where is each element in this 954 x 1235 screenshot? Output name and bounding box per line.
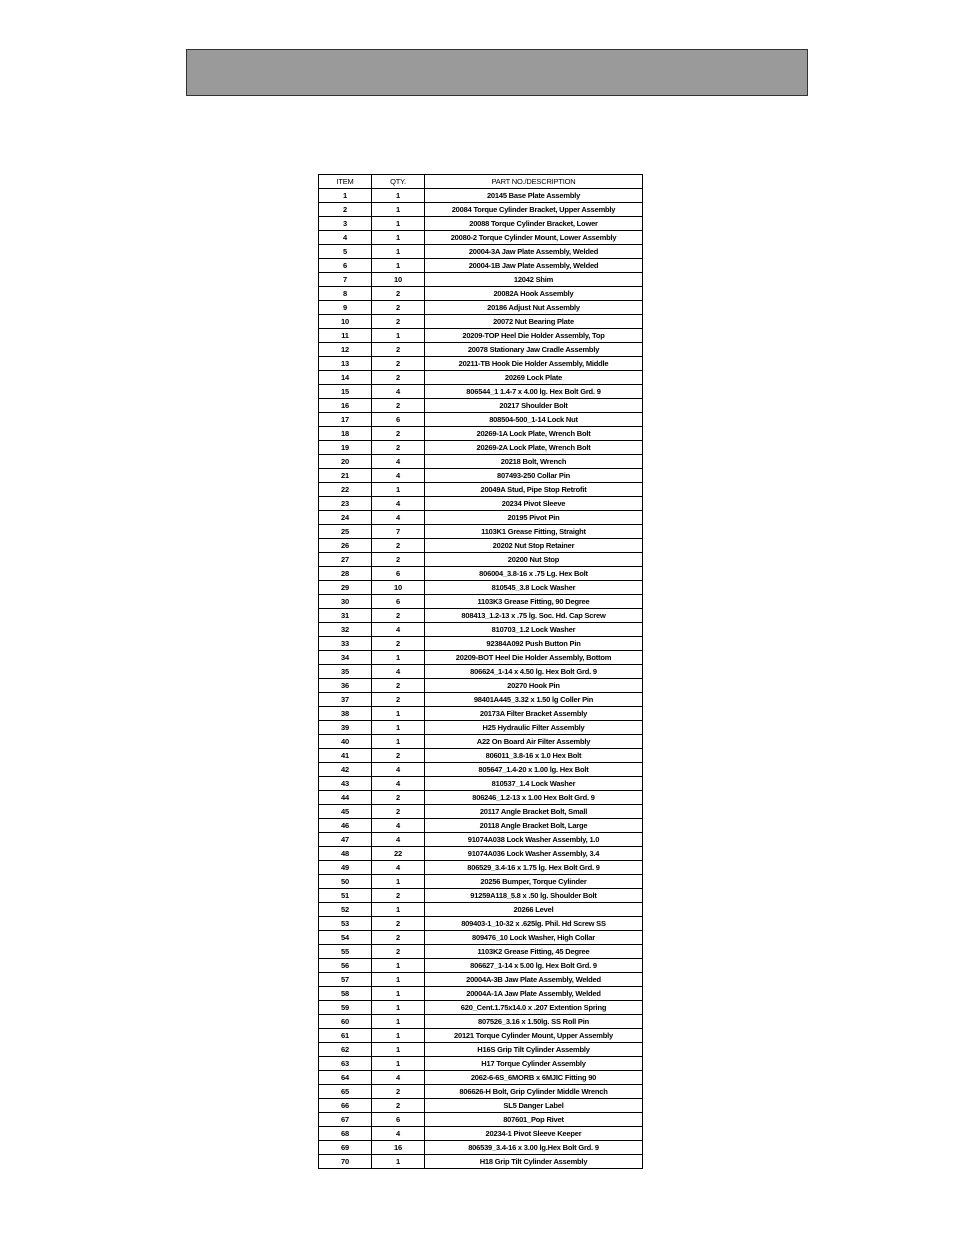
qty-cell: 1: [372, 651, 425, 665]
qty-cell: 4: [372, 385, 425, 399]
item-cell: 26: [319, 539, 372, 553]
item-cell: 62: [319, 1043, 372, 1057]
description-cell: 20078 Stationary Jaw Cradle Assembly: [425, 343, 643, 357]
description-cell: 20234 Pivot Sleeve: [425, 497, 643, 511]
item-cell: 49: [319, 861, 372, 875]
description-cell: H16S Grip Tilt Cylinder Assembly: [425, 1043, 643, 1057]
item-cell: 30: [319, 595, 372, 609]
description-cell: 810537_1.4 Lock Washer: [425, 777, 643, 791]
qty-cell: 1: [372, 1029, 425, 1043]
item-cell: 48: [319, 847, 372, 861]
qty-cell: 10: [372, 581, 425, 595]
description-cell: H25 Hydraulic Filter Assembly: [425, 721, 643, 735]
header-bar: [186, 49, 808, 96]
item-cell: 25: [319, 525, 372, 539]
table-row: [319, 245, 643, 259]
table-row: [319, 1043, 643, 1057]
item-cell: 43: [319, 777, 372, 791]
table-row: [319, 567, 643, 581]
qty-cell: 4: [372, 665, 425, 679]
qty-cell: 2: [372, 945, 425, 959]
description-cell: 12042 Shim: [425, 273, 643, 287]
description-cell: 91259A118_5.8 x .50 lg. Shoulder Bolt: [425, 889, 643, 903]
description-cell: 20269-2A Lock Plate, Wrench Bolt: [425, 441, 643, 455]
table-row: [319, 371, 643, 385]
item-cell: 68: [319, 1127, 372, 1141]
table-row: [319, 735, 643, 749]
description-cell: 20080-2 Torque Cylinder Mount, Lower Assembly: [425, 231, 643, 245]
qty-cell: 1: [372, 903, 425, 917]
table-row: [319, 917, 643, 931]
qty-cell: 1: [372, 483, 425, 497]
description-cell: 807526_3.16 x 1.50lg. SS Roll Pin: [425, 1015, 643, 1029]
description-cell: 1103K1 Grease Fitting, Straight: [425, 525, 643, 539]
item-cell: 60: [319, 1015, 372, 1029]
description-cell: 807493-250 Collar Pin: [425, 469, 643, 483]
item-cell: 53: [319, 917, 372, 931]
qty-cell: 4: [372, 469, 425, 483]
table-row: [319, 553, 643, 567]
item-cell: 61: [319, 1029, 372, 1043]
item-cell: 63: [319, 1057, 372, 1071]
parts-table: [318, 174, 643, 1169]
table-row: [319, 315, 643, 329]
description-cell: 20072 Nut Bearing Plate: [425, 315, 643, 329]
item-cell: 17: [319, 413, 372, 427]
table-row: [319, 987, 643, 1001]
qty-cell: 1: [372, 735, 425, 749]
table-row: [319, 1001, 643, 1015]
qty-cell: 2: [372, 889, 425, 903]
qty-cell: 1: [372, 987, 425, 1001]
description-cell: 20211-TB Hook Die Holder Assembly, Middle: [425, 357, 643, 371]
qty-cell: 2: [372, 399, 425, 413]
description-cell: 20118 Angle Bracket Bolt, Large: [425, 819, 643, 833]
item-cell: 28: [319, 567, 372, 581]
table-row: [319, 1113, 643, 1127]
table-row: [319, 819, 643, 833]
table-row: [319, 847, 643, 861]
table-row: [319, 777, 643, 791]
qty-cell: 22: [372, 847, 425, 861]
item-cell: 39: [319, 721, 372, 735]
table-header-row: [319, 175, 643, 189]
qty-cell: 1: [372, 329, 425, 343]
table-row: [319, 637, 643, 651]
table-row: [319, 665, 643, 679]
item-cell: 69: [319, 1141, 372, 1155]
qty-cell: 6: [372, 567, 425, 581]
item-cell: 70: [319, 1155, 372, 1169]
description-cell: 806624_1-14 x 4.50 lg. Hex Bolt Grd. 9: [425, 665, 643, 679]
description-cell: 20004-1B Jaw Plate Assembly, Welded: [425, 259, 643, 273]
item-cell: 4: [319, 231, 372, 245]
description-cell: H17 Torque Cylinder Assembly: [425, 1057, 643, 1071]
item-cell: 47: [319, 833, 372, 847]
description-cell: 806627_1-14 x 5.00 lg. Hex Bolt Grd. 9: [425, 959, 643, 973]
description-cell: 20088 Torque Cylinder Bracket, Lower: [425, 217, 643, 231]
qty-cell: 2: [372, 1099, 425, 1113]
table-row: [319, 357, 643, 371]
item-cell: 11: [319, 329, 372, 343]
table-row: [319, 945, 643, 959]
table-body: [319, 189, 643, 1169]
table-row: [319, 833, 643, 847]
item-cell: 37: [319, 693, 372, 707]
description-cell: 807601_Pop Rivet: [425, 1113, 643, 1127]
table-row: [319, 189, 643, 203]
item-cell: 13: [319, 357, 372, 371]
item-cell: 36: [319, 679, 372, 693]
item-cell: 46: [319, 819, 372, 833]
description-cell: 1103K2 Grease Fitting, 45 Degree: [425, 945, 643, 959]
description-cell: 810545_3.8 Lock Washer: [425, 581, 643, 595]
table-row: [319, 623, 643, 637]
qty-cell: 2: [372, 539, 425, 553]
table-row: [319, 287, 643, 301]
qty-cell: 4: [372, 777, 425, 791]
description-cell: 805647_1.4-20 x 1.00 lg. Hex Bolt: [425, 763, 643, 777]
item-cell: 67: [319, 1113, 372, 1127]
table-row: [319, 959, 643, 973]
item-cell: 1: [319, 189, 372, 203]
table-row: [319, 707, 643, 721]
item-cell: 50: [319, 875, 372, 889]
table-row: [319, 791, 643, 805]
qty-cell: 1: [372, 231, 425, 245]
qty-cell: 10: [372, 273, 425, 287]
qty-cell: 2: [372, 343, 425, 357]
item-cell: 16: [319, 399, 372, 413]
qty-cell: 1: [372, 217, 425, 231]
qty-cell: 2: [372, 805, 425, 819]
table-row: [319, 693, 643, 707]
description-cell: 20266 Level: [425, 903, 643, 917]
qty-cell: 2: [372, 679, 425, 693]
description-cell: 20117 Angle Bracket Bolt, Small: [425, 805, 643, 819]
qty-cell: 4: [372, 763, 425, 777]
description-cell: 98401A445_3.32 x 1.50 lg Coller Pin: [425, 693, 643, 707]
table-row: [319, 1015, 643, 1029]
item-cell: 9: [319, 301, 372, 315]
table-row: [319, 329, 643, 343]
item-cell: 57: [319, 973, 372, 987]
description-cell: 20084 Torque Cylinder Bracket, Upper Assembly: [425, 203, 643, 217]
description-cell: 20145 Base Plate Assembly: [425, 189, 643, 203]
item-cell: 64: [319, 1071, 372, 1085]
table-row: [319, 497, 643, 511]
description-cell: 808413_1.2-13 x .75 lg. Soc. Hd. Cap Screw: [425, 609, 643, 623]
item-cell: 23: [319, 497, 372, 511]
qty-cell: 2: [372, 609, 425, 623]
qty-cell: 2: [372, 441, 425, 455]
description-cell: 2062-6-6S_6MORB x 6MJIC Fitting 90: [425, 1071, 643, 1085]
table-row: [319, 385, 643, 399]
item-cell: 14: [319, 371, 372, 385]
item-cell: 31: [319, 609, 372, 623]
description-cell: 806626-H Bolt, Grip Cylinder Middle Wrench: [425, 1085, 643, 1099]
qty-cell: 2: [372, 427, 425, 441]
qty-cell: 1: [372, 1001, 425, 1015]
item-cell: 56: [319, 959, 372, 973]
description-cell: 20082A Hook Assembly: [425, 287, 643, 301]
table-row: [319, 399, 643, 413]
qty-cell: 1: [372, 259, 425, 273]
qty-cell: 2: [372, 1085, 425, 1099]
qty-cell: 1: [372, 959, 425, 973]
description-cell: 20217 Shoulder Bolt: [425, 399, 643, 413]
description-cell: 20269-1A Lock Plate, Wrench Bolt: [425, 427, 643, 441]
description-cell: 806011_3.8-16 x 1.0 Hex Bolt: [425, 749, 643, 763]
description-cell: 20173A Filter Bracket Assembly: [425, 707, 643, 721]
table-row: [319, 1057, 643, 1071]
qty-cell: 4: [372, 861, 425, 875]
item-cell: 3: [319, 217, 372, 231]
table-row: [319, 231, 643, 245]
qty-cell: 1: [372, 1155, 425, 1169]
description-cell: 20218 Bolt, Wrench: [425, 455, 643, 469]
item-cell: 6: [319, 259, 372, 273]
item-cell: 58: [319, 987, 372, 1001]
description-cell: 20269 Lock Plate: [425, 371, 643, 385]
table-row: [319, 511, 643, 525]
table-row: [319, 1099, 643, 1113]
item-cell: 45: [319, 805, 372, 819]
description-cell: 20209-BOT Heel Die Holder Assembly, Bottom: [425, 651, 643, 665]
qty-cell: 1: [372, 875, 425, 889]
table-row: [319, 427, 643, 441]
description-cell: 809403-1_10-32 x .625lg. Phil. Hd Screw SS: [425, 917, 643, 931]
table-row: [319, 441, 643, 455]
description-cell: SL5 Danger Label: [425, 1099, 643, 1113]
item-cell: 51: [319, 889, 372, 903]
qty-cell: 1: [372, 1057, 425, 1071]
table-row: [319, 805, 643, 819]
qty-cell: 6: [372, 413, 425, 427]
item-cell: 55: [319, 945, 372, 959]
table-row: [319, 861, 643, 875]
qty-cell: 2: [372, 315, 425, 329]
item-cell: 38: [319, 707, 372, 721]
description-cell: 92384A092 Push Button Pin: [425, 637, 643, 651]
qty-cell: 7: [372, 525, 425, 539]
table-row: [319, 259, 643, 273]
item-cell: 32: [319, 623, 372, 637]
qty-cell: 2: [372, 553, 425, 567]
header-qty: QTY.: [372, 175, 425, 189]
qty-cell: 4: [372, 1127, 425, 1141]
qty-cell: 2: [372, 749, 425, 763]
qty-cell: 4: [372, 455, 425, 469]
table-row: [319, 455, 643, 469]
table-row: [319, 679, 643, 693]
item-cell: 2: [319, 203, 372, 217]
item-cell: 65: [319, 1085, 372, 1099]
table-row: [319, 469, 643, 483]
header-description: PART NO./DESCRIPTION: [425, 175, 643, 189]
description-cell: H18 Grip Tilt Cylinder Assembly: [425, 1155, 643, 1169]
table-row: [319, 539, 643, 553]
table-row: [319, 721, 643, 735]
item-cell: 21: [319, 469, 372, 483]
table-row: [319, 1071, 643, 1085]
qty-cell: 1: [372, 707, 425, 721]
header-item: ITEM: [319, 175, 372, 189]
item-cell: 5: [319, 245, 372, 259]
description-cell: 809476_10 Lock Washer, High Collar: [425, 931, 643, 945]
qty-cell: 2: [372, 917, 425, 931]
item-cell: 34: [319, 651, 372, 665]
item-cell: 24: [319, 511, 372, 525]
description-cell: 91074A036 Lock Washer Assembly, 3.4: [425, 847, 643, 861]
qty-cell: 2: [372, 301, 425, 315]
item-cell: 8: [319, 287, 372, 301]
item-cell: 66: [319, 1099, 372, 1113]
description-cell: 808504-500_1-14 Lock Nut: [425, 413, 643, 427]
qty-cell: 4: [372, 511, 425, 525]
item-cell: 19: [319, 441, 372, 455]
table-row: [319, 273, 643, 287]
qty-cell: 2: [372, 931, 425, 945]
item-cell: 15: [319, 385, 372, 399]
description-cell: 806544_1 1.4-7 x 4.00 lg. Hex Bolt Grd. 9: [425, 385, 643, 399]
description-cell: A22 On Board Air Filter Assembly: [425, 735, 643, 749]
table-row: [319, 217, 643, 231]
item-cell: 10: [319, 315, 372, 329]
table-row: [319, 931, 643, 945]
table-row: [319, 609, 643, 623]
description-cell: 20200 Nut Stop: [425, 553, 643, 567]
item-cell: 18: [319, 427, 372, 441]
table-row: [319, 581, 643, 595]
table-row: [319, 875, 643, 889]
item-cell: 41: [319, 749, 372, 763]
qty-cell: 2: [372, 637, 425, 651]
table-row: [319, 343, 643, 357]
table-row: [319, 413, 643, 427]
qty-cell: 6: [372, 595, 425, 609]
item-cell: 35: [319, 665, 372, 679]
description-cell: 20202 Nut Stop Retainer: [425, 539, 643, 553]
qty-cell: 1: [372, 721, 425, 735]
description-cell: 20234-1 Pivot Sleeve Keeper: [425, 1127, 643, 1141]
qty-cell: 1: [372, 1043, 425, 1057]
item-cell: 20: [319, 455, 372, 469]
description-cell: 20209-TOP Heel Die Holder Assembly, Top: [425, 329, 643, 343]
table-row: [319, 1127, 643, 1141]
item-cell: 44: [319, 791, 372, 805]
qty-cell: 1: [372, 245, 425, 259]
description-cell: 91074A038 Lock Washer Assembly, 1.0: [425, 833, 643, 847]
qty-cell: 4: [372, 833, 425, 847]
table-row: [319, 889, 643, 903]
table-row: [319, 525, 643, 539]
qty-cell: 4: [372, 497, 425, 511]
description-cell: 20195 Pivot Pin: [425, 511, 643, 525]
qty-cell: 1: [372, 203, 425, 217]
description-cell: 20186 Adjust Nut Assembly: [425, 301, 643, 315]
item-cell: 42: [319, 763, 372, 777]
qty-cell: 16: [372, 1141, 425, 1155]
table-row: [319, 1155, 643, 1169]
qty-cell: 6: [372, 1113, 425, 1127]
qty-cell: 1: [372, 189, 425, 203]
table-row: [319, 903, 643, 917]
table-row: [319, 749, 643, 763]
item-cell: 7: [319, 273, 372, 287]
table-row: [319, 1141, 643, 1155]
description-cell: 1103K3 Grease Fitting, 90 Degree: [425, 595, 643, 609]
table-row: [319, 651, 643, 665]
qty-cell: 4: [372, 1071, 425, 1085]
description-cell: 20049A Stud, Pipe Stop Retrofit: [425, 483, 643, 497]
item-cell: 59: [319, 1001, 372, 1015]
item-cell: 29: [319, 581, 372, 595]
description-cell: 20256 Bumper, Torque Cylinder: [425, 875, 643, 889]
item-cell: 33: [319, 637, 372, 651]
description-cell: 806529_3.4-16 x 1.75 lg. Hex Bolt Grd. 9: [425, 861, 643, 875]
table-row: [319, 973, 643, 987]
item-cell: 52: [319, 903, 372, 917]
item-cell: 12: [319, 343, 372, 357]
description-cell: 20270 Hook Pin: [425, 679, 643, 693]
item-cell: 40: [319, 735, 372, 749]
qty-cell: 1: [372, 973, 425, 987]
description-cell: 20121 Torque Cylinder Mount, Upper Assembly: [425, 1029, 643, 1043]
table-row: [319, 595, 643, 609]
description-cell: 806246_1.2-13 x 1.00 Hex Bolt Grd. 9: [425, 791, 643, 805]
item-cell: 27: [319, 553, 372, 567]
qty-cell: 1: [372, 1015, 425, 1029]
item-cell: 54: [319, 931, 372, 945]
qty-cell: 2: [372, 791, 425, 805]
table-row: [319, 483, 643, 497]
qty-cell: 2: [372, 693, 425, 707]
qty-cell: 2: [372, 287, 425, 301]
table-row: [319, 301, 643, 315]
qty-cell: 2: [372, 371, 425, 385]
qty-cell: 2: [372, 357, 425, 371]
description-cell: 620_Cent.1.75x14.0 x .207 Extention Spring: [425, 1001, 643, 1015]
table-row: [319, 1085, 643, 1099]
table-row: [319, 763, 643, 777]
table-row: [319, 1029, 643, 1043]
description-cell: 20004A-3B Jaw Plate Assembly, Welded: [425, 973, 643, 987]
description-cell: 20004-3A Jaw Plate Assembly, Welded: [425, 245, 643, 259]
table-row: [319, 203, 643, 217]
qty-cell: 4: [372, 819, 425, 833]
description-cell: 806004_3.8-16 x .75 Lg. Hex Bolt: [425, 567, 643, 581]
description-cell: 810703_1.2 Lock Washer: [425, 623, 643, 637]
item-cell: 22: [319, 483, 372, 497]
description-cell: 20004A-1A Jaw Plate Assembly, Welded: [425, 987, 643, 1001]
qty-cell: 4: [372, 623, 425, 637]
description-cell: 806539_3.4-16 x 3.00 lg.Hex Bolt Grd. 9: [425, 1141, 643, 1155]
